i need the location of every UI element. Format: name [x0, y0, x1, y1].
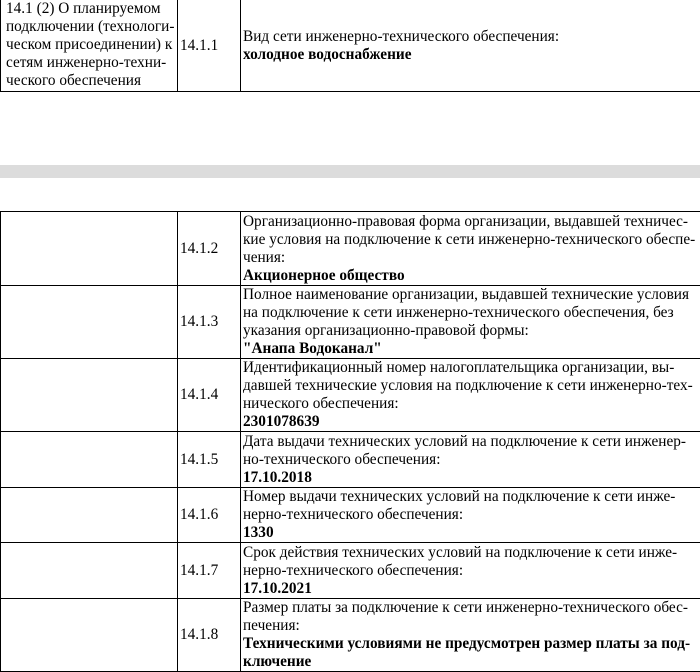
empty-cell: [1, 359, 178, 432]
item-code: 14.1.7: [178, 543, 241, 599]
item-label-line: Организационно-правовая форма организации, выдавшей техничес-: [243, 213, 698, 231]
empty-cell: [1, 432, 178, 488]
item-code: 14.1.8: [178, 599, 241, 672]
item-content: [241, 0, 700, 92]
item-value-line: 1330: [243, 524, 698, 542]
item-label-line: Идентификационный номер налогоплательщика организации, вы-: [243, 359, 698, 377]
item-value-line: 17.10.2018: [243, 469, 698, 487]
item-value-line: "Анапа Водоканал": [243, 340, 698, 358]
table-row: [1, 212, 700, 286]
empty-cell: [1, 488, 178, 543]
item-label-line: Срок действия технических условий на подключение к сети инже-: [243, 544, 698, 562]
item-label-line: нерно-технического обеспечения:: [243, 562, 698, 580]
bottom-table: [0, 211, 700, 672]
item-label-line: Полное наименование организации, выдавшей технические условия: [243, 286, 698, 304]
item-label-line: но-технического обеспечения:: [243, 451, 698, 469]
empty-cell: [1, 212, 178, 286]
item-content: [241, 212, 700, 286]
table-row: [1, 0, 700, 92]
table-row: [1, 488, 700, 543]
section-title-cell: [1, 0, 178, 92]
item-label-line: указания организационно-правовой формы:: [243, 322, 698, 340]
top-table: [0, 0, 700, 92]
item-label-line: нерно-технического обеспечения:: [243, 506, 698, 524]
item-content: [241, 359, 700, 432]
section-title-line: 14.1 (2) О планируемом: [6, 0, 177, 18]
empty-cell: [1, 543, 178, 599]
item-code: 14.1.5: [178, 432, 241, 488]
item-content: [241, 286, 700, 359]
item-label-line: Вид сети инженерно-технического обеспечения:: [243, 28, 698, 46]
section-title-line: сетям инженерно-техни-: [6, 54, 177, 72]
item-label-line: печения:: [243, 617, 698, 635]
item-value-line: холодное водоснабжение: [243, 46, 698, 64]
empty-cell: [1, 286, 178, 359]
item-label-line: Размер платы за подключение к сети инженерно-технического обес-: [243, 599, 698, 617]
item-label-line: давшей технические условия на подключение к сети инженерно-тех-: [243, 377, 698, 395]
item-label-line: на подключение к сети инженерно-технического обеспечения, без: [243, 304, 698, 322]
table-row: [1, 286, 700, 359]
item-code: 14.1.2: [178, 212, 241, 286]
item-label-line: чения:: [243, 249, 698, 267]
page-separator: [0, 165, 700, 178]
table-row: [1, 432, 700, 488]
section-title-line: ческом присоединении) к: [6, 36, 177, 54]
item-code: 14.1.4: [178, 359, 241, 432]
item-label-line: Дата выдачи технических условий на подключение к сети инженер-: [243, 433, 698, 451]
section-title-line: ческого обеспечения: [6, 72, 177, 90]
item-code: 14.1.3: [178, 286, 241, 359]
item-code: 14.1.1: [178, 0, 241, 92]
item-value-line: Техническими условиями не предусмотрен размер платы за под-: [243, 635, 698, 653]
item-code: 14.1.6: [178, 488, 241, 543]
item-label-line: нического обеспечения:: [243, 395, 698, 413]
section-title-line: подключении (технологи-: [6, 18, 177, 36]
item-value-line: 2301078639: [243, 413, 698, 431]
item-value-line: Акционерное общество: [243, 267, 698, 285]
table-row: [1, 599, 700, 672]
item-content: [241, 432, 700, 488]
empty-cell: [1, 599, 178, 672]
item-value-line: ключение: [243, 653, 698, 671]
item-label-line: Номер выдачи технических условий на подключение к сети инже-: [243, 488, 698, 506]
item-content: [241, 599, 700, 672]
item-content: [241, 488, 700, 543]
table-row: [1, 543, 700, 599]
item-label-line: кие условия на подключение к сети инженерно-технического обеспе-: [243, 231, 698, 249]
item-content: [241, 543, 700, 599]
table-row: [1, 359, 700, 432]
item-value-line: 17.10.2021: [243, 580, 698, 598]
